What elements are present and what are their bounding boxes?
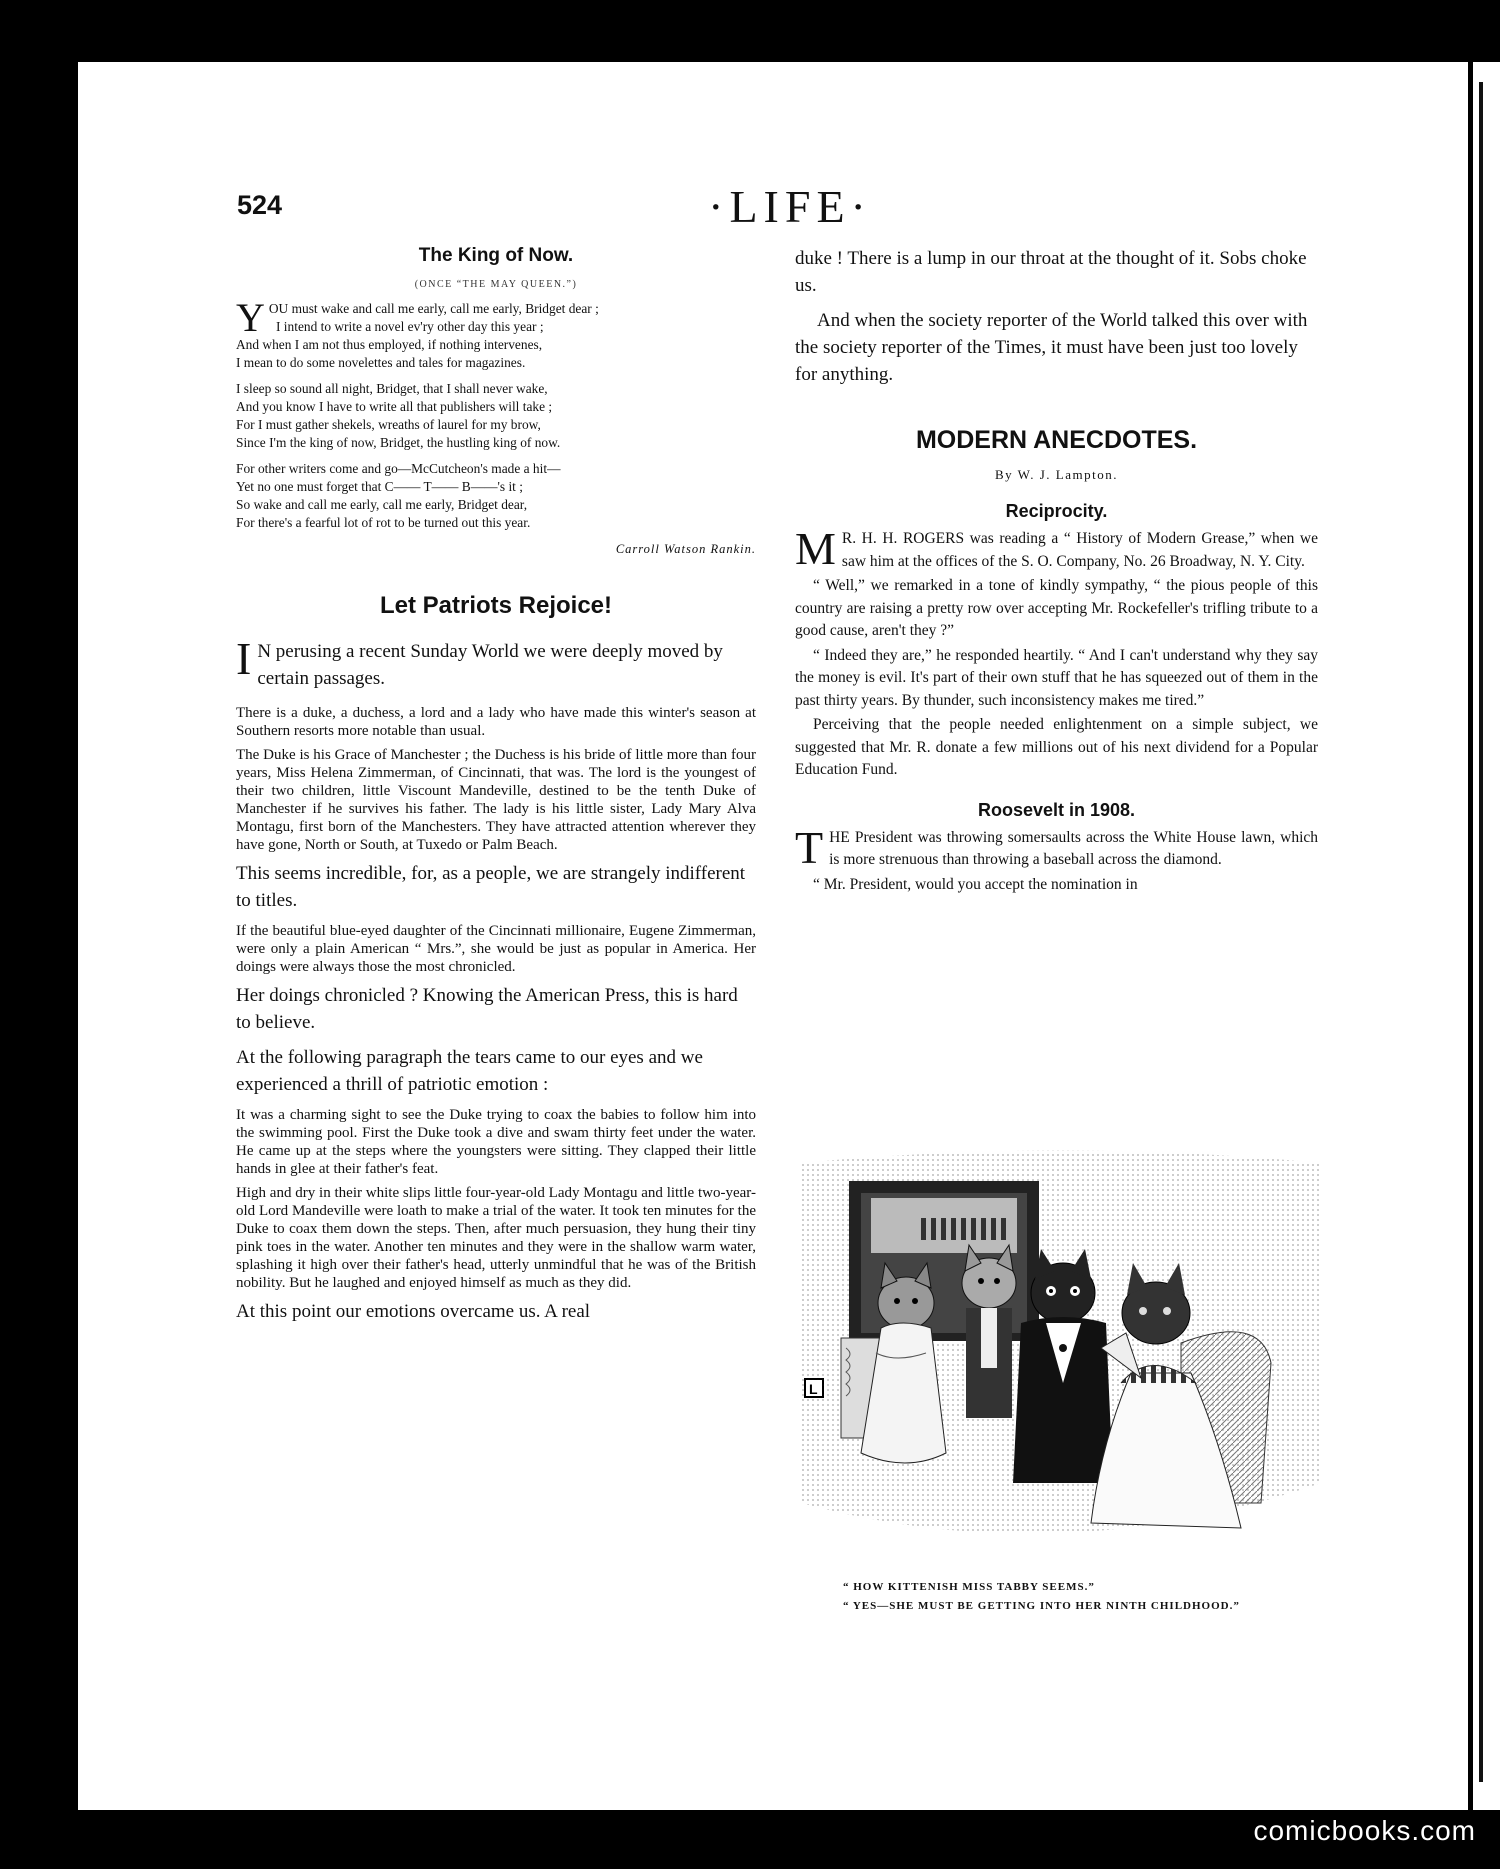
patriots-title: Let Patriots Rejoice! xyxy=(379,592,613,619)
roosevelt-text: THE President was throwing somersaults across the White House lawn, which is more strenuous than throwing a baseball across the diamond. “ Mr. President, would you accept the nomination in xyxy=(795,827,1318,897)
poem-line: I mean to do some novelettes and tales for magazines. xyxy=(236,355,526,370)
king-title: The King of Now. xyxy=(418,245,574,266)
poem-line: And you know I have to write all that publishers will take ; xyxy=(236,399,553,414)
poem-line: So wake and call me early, call me early, Bridget dear, xyxy=(236,497,528,512)
patriots-intro: I N perusing a recent Sunday World we were deeply moved by certain passages. xyxy=(236,633,723,689)
poem-line: Yet no one must forget that C—— T—— B——'s it ; xyxy=(236,479,523,494)
left-column xyxy=(236,245,756,1333)
watermark: comicbooks.com xyxy=(1253,1815,1476,1846)
caption-line-1: “ HOW KITTENISH MISS TABBY SEEMS.” xyxy=(843,1581,1095,1593)
quote-paragraph: There is a duke, a duchess, a lord and a lady who have made this winter's season at Southern resorts more notable than usual. xyxy=(236,705,756,739)
poem-line: For there's a fearful lot of rot to be turned out this year. xyxy=(236,515,531,530)
anecdotes-byline: By W. J. Lampton. xyxy=(994,467,1118,482)
poem-stanza-2 xyxy=(236,380,756,452)
patriots-para-5: At this point our emotions overcame us. A real xyxy=(236,1301,591,1322)
drop-cap: M xyxy=(795,523,836,574)
poem-stanza-3 xyxy=(236,460,756,532)
patriots-continued: duke ! There is a lump in our throat at the thought of it. Sobs choke us. And when the society reporter of the World talked this over with the society reporter of the Times, it must have been just too lovely for anything. xyxy=(795,245,1318,388)
patriots-para-3: Her doings chronicled ? Knowing the American Press, this is hard to believe. At the following paragraph the tears came to our eyes and we experienced a thrill of patriotic emotion : xyxy=(236,982,756,1098)
king-poem xyxy=(236,295,756,558)
drop-cap: T xyxy=(795,821,824,873)
right-column xyxy=(795,245,1318,898)
body-paragraph: “ Mr. President, would you accept the nomination in xyxy=(813,875,1138,893)
next-page-edge xyxy=(1473,62,1500,1810)
quote-paragraph: If the beautiful blue-eyed daughter of the Cincinnati millionaire, Eugene Zimmerman, were only a plain American “ Mrs.”, she would be just as popular in America. Her doings were always those the most chronicled. xyxy=(236,923,756,975)
reciprocity-title: Reciprocity. xyxy=(1005,501,1108,521)
roosevelt-title: Roosevelt in 1908. xyxy=(977,799,1136,820)
anecdotes-title: MODERN ANECDOTES. xyxy=(915,426,1198,454)
page-number: 524 xyxy=(237,190,283,220)
patriots-para-4: At the following paragraph the tears came to our eyes and we experienced a thrill of patriotic emotion : xyxy=(236,1047,703,1095)
body-paragraph: “ Well,” we remarked in a tone of kindly sympathy, “ the pious people of this country are raising a pretty row over accepting Mr. Rockefeller's trifling tribute to a good cause, aren't they ?” xyxy=(795,577,1318,639)
poem-line: Since I'm the king of now, Bridget, the hustling king of now. xyxy=(236,435,561,450)
quote-paragraph: High and dry in their white slips little four-year-old Lady Montagu and little two-year-old Lord Mandeville were loath to make a trial of the water. It took ten minutes for the Duke to coax them down the steps. Then, after much persuasion, they hung their tiny pink toes in the water. Another ten minutes and they were in the shallow warm water, splashing it high over their father's head, utterly unmindful that he was of the British nobility. But he laughed and enjoyed himself as much as they did. xyxy=(236,1185,756,1291)
poem-line: And when I am not thus employed, if nothing intervenes, xyxy=(236,337,543,352)
patriots-para-2: This seems incredible, for, as a people, we are strangely indifferent to titles. xyxy=(236,863,746,911)
quote-block-2 xyxy=(236,922,756,976)
body-paragraph: “ Indeed they are,” he responded heartily. “ And I can't understand why they say the money is evil. It's part of their own stuff that he has squeezed out of them in the past thirty years. By thunder, such inconsistency makes me tired.” xyxy=(795,646,1318,709)
poem-signature: Carroll Watson Rankin. xyxy=(615,542,756,556)
poem-line: I sleep so sound all night, Bridget, that I shall never wake, xyxy=(236,381,548,396)
king-subtitle: (ONCE “THE MAY QUEEN.”) xyxy=(414,279,578,290)
drop-cap: I xyxy=(236,633,252,684)
patriots-para-6: And when the society reporter of the World talked this over with the society reporter of the Times, it must have been just too lovely for anything. xyxy=(795,310,1308,385)
quote-paragraph: The Duke is his Grace of Manchester ; the Duchess is his bride of little more than four years, Miss Helena Zimmerman, of Cincinnati, that was. The lord is the youngest of their two children, little Viscount Mandeville, destined to be the tenth Duke of Manchester if he survives his father. The lady is his little sister, Lady Mary Alva Montagu, first born of the Manchesters. They have attracted attention wherever they have gone, North or South, at Tuxedo or Palm Beach. xyxy=(236,747,756,853)
quote-block-3 xyxy=(236,1106,756,1292)
cartoon-caption xyxy=(843,1578,1283,1616)
body-paragraph: Perceiving that the people needed enlightenment on a simple subject, we suggested that Mr. R. donate a few millions out of his next dividend for a Popular Education Fund. xyxy=(795,716,1318,778)
poem-line: For I must gather shekels, wreaths of laurel for my brow, xyxy=(236,417,541,432)
poem-line: I intend to write a novel ev'ry other day this year ; xyxy=(276,319,544,334)
cartoon-illustration xyxy=(801,1143,1321,1571)
caption-line-2: “ YES—SHE MUST BE GETTING INTO HER NINTH CHILDHOOD.” xyxy=(843,1600,1240,1612)
poem-stanza-1 xyxy=(236,295,756,372)
quote-paragraph: It was a charming sight to see the Duke trying to coax the babies to follow him into the swimming pool. First the Duke took a dive and swam thirty feet under the water. He came up at the steps where the youngsters were sitting. They clapped their little hands in glee at their father's feat. xyxy=(236,1107,756,1177)
cat-figure xyxy=(962,1245,1016,1418)
masthead: ·LIFE· xyxy=(708,181,872,232)
drop-cap: Y xyxy=(236,295,265,340)
quote-block-1 xyxy=(236,704,756,854)
poem-line: For other writers come and go—McCutcheon's made a hit— xyxy=(236,461,561,476)
artist-mark-letter: L xyxy=(809,1381,818,1397)
poem-line: OU must wake and call me early, call me early, Bridget dear ; xyxy=(268,301,599,316)
reciprocity-text: M R. H. H. ROGERS was reading a “ History of Modern Grease,” when we saw him at the offices of the S. O. Company, No. 26 Broadway, N. Y. City. “ Well,” we remarked in a tone of kindly sympathy, “ the pious people of this country are raising a pretty row over accepting Mr. Rockefeller's trifling tribute to a good cause, aren't they ?” “ Indeed they are,” he responded heartily. “ And I can't understand why they say the money is evil. It's part of their own stuff that he has squeezed out of them in the past thirty years. By thunder, such inconsistency makes me tired.” Perceiving that the people needed enlightenment on a simple subject, we suggested that Mr. R. donate a few millions out of his next dividend for a Popular Education Fund. xyxy=(795,528,1318,782)
